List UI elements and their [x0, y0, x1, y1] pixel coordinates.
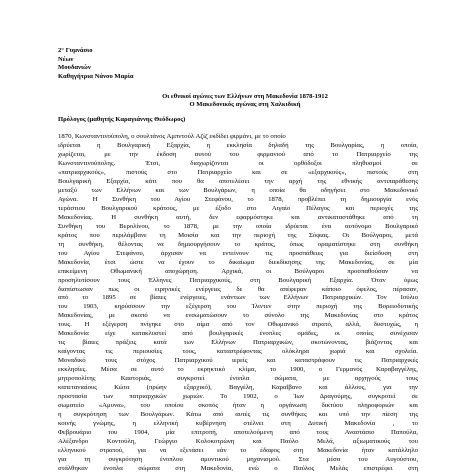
- prologue-heading: Πρόλογος (μαθητής Καραγιάννης Θεόδωρος): [58, 115, 186, 123]
- school-town-line-2: Μουδανιών: [58, 64, 91, 71]
- school-town-line-1: Νέων: [58, 55, 74, 63]
- body-line: κράτος που περιλάμβανε τη Μοισία και την περιοχή της Σόφιας. Οι Βούλγαροι, μετά: [58, 231, 418, 239]
- body-line: Αλέξανδρο Κοντούλη, Γεώργιο Κολοκοτρώνη και Παύλο Μελά, αξιωματικούς του: [58, 437, 418, 445]
- body-line: καπετανιαίους Κώτα (πρώην εξαρχικό), Βαγγέλη, Καραΐβανο και άλλους, για την: [58, 384, 418, 391]
- body-line: διαπίστωσαν πως οι ειρηνικές ενέργειες δε θα απέφεραν κάποιο όφελος, πέρασαν,: [58, 285, 418, 293]
- body-line: μεταξύ των Ελλήνων και των Βουλγάρων, η οποία θα οδηγήσει στο Μακεδονικό: [58, 187, 418, 195]
- body-line: Συνθήκη του Βερολίνου, το 1878, με την οποία ιδρύεται ένα αυτόνομο Βουλγαρικό: [58, 222, 418, 230]
- body-line: καίγοντας τις περιουσίες τους, καταστρέφοντας ολόκληρα χωριά και σχολεία.: [58, 348, 418, 356]
- title-line-1: Οι εθνικοί αγώνες των Ελλήνων στη Μακεδονία 1878-1912: [162, 93, 328, 100]
- body-line: 1870, Κωνσταντινούπολη, ο σουλτάνος Αμπντούλ Αζίζ εκδίδει φιρμάνι, με το οποίο: [58, 133, 286, 141]
- document-title: [58, 93, 418, 110]
- body-line: χωρίζεται, με την έκδοση αυτού του φιρμανιού από το Πατριαρχείο της: [58, 151, 418, 159]
- body-line: Αγώνα. Η Συνθήκη του Αγίου Στεφάνου, το 1878, προβλέπει τη δημιουργία ενός: [58, 195, 418, 203]
- body-paragraph: [58, 133, 418, 473]
- body-line: Κωνσταντινούπολης. Έτσι, διαχωρίζονται οι ορθόδοξοι πληθυσμοί σε: [58, 160, 418, 168]
- school-name: 2° Γυμνάσιο: [58, 47, 93, 54]
- body-line: τη συνθήκη, θέλοντας να δημιουργήσουν το κράτος, όπως οραματίστηκε στη συνθήκη: [58, 240, 418, 248]
- teacher-name: Καθηγήτρια Νάνου Μαρία: [58, 72, 134, 80]
- body-line: τους. Η εξέγερση πνίγηκε στο αίμα από τον Οθωμανικό στρατό, αλλά, δυστυχώς, η: [58, 321, 418, 329]
- body-line: Μακεδονίας. Η συνθήκη αυτή, δεν εφαρμόστηκε και αντικαταστάθηκε από τη: [58, 213, 418, 221]
- body-line: τεράστιου Βουλγαρικού κράτους, με έξοδο στο Αιγαίο Πέλαγος και περιοχές της: [58, 204, 418, 212]
- body-line: για τη συγκρότηση ένοπλου αμυντικού μηχανισμού. Στα μέσα του Αυγούστου,: [58, 455, 418, 463]
- body-line: Μακεδονία, έτσι ώστε να έχουν το δικαίωμα διεκδίκησης της Μακεδονίας, σε μία: [58, 258, 418, 266]
- body-line: προσηλυτίσουν τους Έλληνες Πατριαρχικούς, στη Βουλγαρική Εξαρχία. Όταν όμως: [58, 276, 418, 284]
- body-line: του Αγίου Στεφάνου, άρχισαν να εντείνουν τις προσπάθειες για διείσδυση στη: [58, 249, 418, 257]
- body-line: Μοναδικό τους στόχος Πατριαρχικού ιερείς και καταστράφουν τις Πατριαρχικές: [58, 357, 418, 365]
- body-line: σωματείο «Αμυνα», του οποίου σκοπός ήταν η οργάνωση δικτύου πληροφοριών και: [58, 401, 418, 409]
- body-line: επικείμενη Οθωμανική αποχώρηση. Αρχικά, οι Βούλγαροι προσπαθούσαν να: [58, 267, 418, 275]
- body-line: ιδρύεται η Βουλγαρική Εξαρχία, η εκκλησία δηλαδή της Βουλγαρίας, η οποία,: [58, 142, 418, 150]
- body-line: Βουλγαρική Εξαρχία, κάτι που θα αποτελέσει την αρχή της εθνικής αντιπαράθεσης: [58, 178, 418, 186]
- body-line: Φεβρουάριο του 1904, μία επιτροπή, αποτελούμενη από τους Αναστάσιο Παπούλα,: [58, 428, 418, 436]
- body-line: μητροπολίτης Καστοριάς, συγκροτεί ένοπλα σώματα, με αρχηγούς τους: [58, 375, 418, 383]
- body-line: εκκλησίες. Μέσα σε αυτό το εκρηκτικό κλίμα, το 1900, ο Γερμανός Καραβαγγέλης,: [58, 366, 418, 374]
- body-line: η συγκρότηση των Βουλγάρων. Κάτω από αυτές τις συνθήκες και υπό την πίεση της: [58, 410, 418, 418]
- body-line: τις βίαιες πράξεις κατά των Ελλήνων Πατριαρχικών, σκοτώνοντας, βιάζοντας και: [58, 339, 418, 347]
- body-line: ελληνικού στρατού, για να εξετάσει εάν το έδαφος στη Μακεδονία ήταν κατάλληλο: [58, 446, 418, 454]
- body-line: Μακεδονίας, με σκοπό να ενσωματώσουν το σύνολο της Μακεδονίας στο κράτος: [58, 312, 418, 320]
- body-line: από το 1895 σε βίαιες ενέργειες, ενάντιων των Ελλήνων Πατριαρχικών. Τον Ιούλιο: [58, 294, 418, 302]
- body-line: προστασία των πατριαρχικών χωριών. Το 1902, ο Ίων Δραγούμης, συγκροτεί σε: [58, 392, 418, 400]
- body-line: κοινής γνώμης, η ελληνική κυβέρνηση στέλνει στη Δυτική Μακεδονία , το: [58, 419, 418, 427]
- school-header: [58, 47, 418, 81]
- body-line: του 1903, κηρύσσουν την εξέγερση του Ίλιντεν στην περιοχή της Βορειοδυτικής: [58, 303, 418, 311]
- body-line: στάλθηκαν ένοπλα σώματα στη Μακεδονία, ενώ ο Παύλος Μελάς επιστρέφει στη: [58, 464, 418, 472]
- title-line-2: Ο Μακεδονικός αγώνας στη Χαλκιδική: [189, 101, 301, 109]
- body-line: Μακεδονία είχε κατακλυστεί από βουλγαρικές ένοπλες ομάδες, οι οποίες συνέχισαν: [58, 330, 418, 338]
- body-line: «πατριαρχικούς», πιστούς στο Πατριαρχείο και σε «εξαρχικούς», πιστούς στη: [58, 169, 418, 177]
